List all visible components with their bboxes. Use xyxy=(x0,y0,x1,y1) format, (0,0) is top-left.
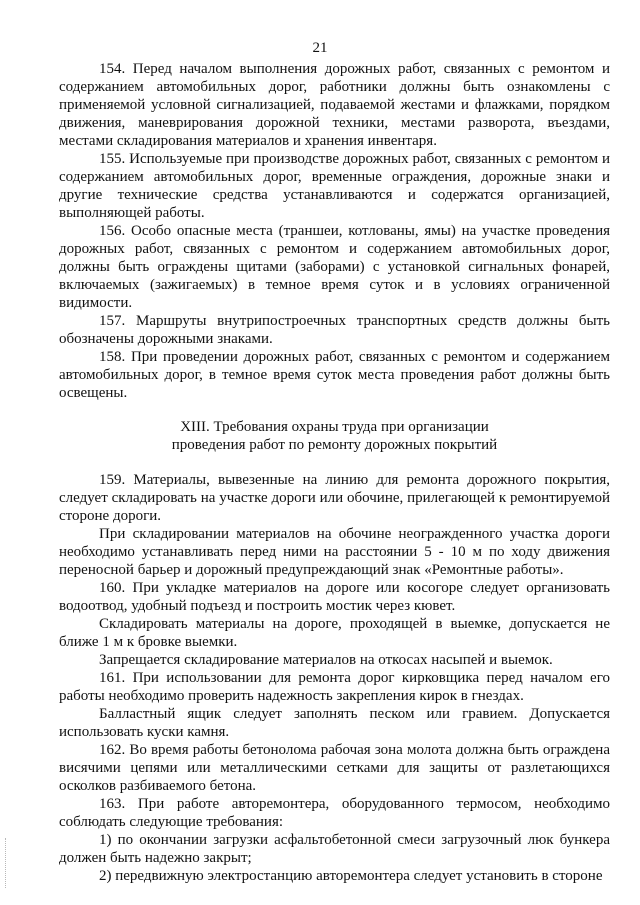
paragraph-155: 155. Используемые при производстве дорожных работ, связанных с ремонтом и содержанием автомобильных дорог, временные ограждения, дорожные знаки и другие технические средства устанавливаются и содержатся организацией, выполняющей работы. xyxy=(59,151,610,221)
paragraph-156: 156. Особо опасные места (траншеи, котлованы, ямы) на участке проведения дорожных работ, связанных с ремонтом и содержанием автомобильных дорог, должны быть ограждены щитами (заборами) с установкой сигнальных фонарей, включаемых (зажигаемых) в темное время суток и в условиях ограниченной видимости. xyxy=(59,223,610,311)
document-body xyxy=(59,60,610,885)
section-heading-line-1: XIII. Требования охраны труда при организации xyxy=(180,419,489,435)
paragraph-163-item-2: 2) передвижную электростанцию авторемонтера следует установить в стороне xyxy=(99,868,603,884)
scan-margin-mark xyxy=(5,838,7,888)
page-number: 21 xyxy=(312,40,328,56)
paragraph-158: 158. При проведении дорожных работ, связанных с ремонтом и содержанием автомобильных дорог, в темное время суток места проведения работ должны быть освещены. xyxy=(59,349,610,401)
paragraph-163-item-1: 1) по окончании загрузки асфальтобетонной смеси загрузочный люк бункера должен быть надежно закрыт; xyxy=(59,832,610,866)
paragraph-161-cont: Балластный ящик следует заполнять песком или гравием. Допускается использовать куски камня. xyxy=(59,706,610,740)
section-heading xyxy=(59,418,610,454)
paragraph-157: 157. Маршруты внутрипостроечных транспортных средств должны быть обозначены дорожными знаками. xyxy=(59,313,610,347)
section-heading-line-2: проведения работ по ремонту дорожных покрытий xyxy=(171,437,498,453)
paragraph-161: 161. При использовании для ремонта дорог кирковщика перед началом его работы необходимо проверить надежность закрепления кирок в гнездах. xyxy=(59,670,610,704)
paragraph-160-prohibition: Запрещается складирование материалов на откосах насыпей и выемок. xyxy=(99,652,553,668)
paragraph-160: 160. При укладке материалов на дороге или косогоре следует организовать водоотвод, удобный подъезд и построить мостик через кювет. xyxy=(59,580,610,614)
paragraph-160-cont: Складировать материалы на дороге, проходящей в выемке, допускается не ближе 1 м к бровке выемки. xyxy=(59,616,610,650)
paragraph-159: 159. Материалы, вывезенные на линию для ремонта дорожного покрытия, следует складировать на участке дороги или обочине, прилегающей к ремонтируемой стороне дороги. xyxy=(59,472,610,524)
paragraph-163: 163. При работе авторемонтера, оборудованного термосом, необходимо соблюдать следующие требования: xyxy=(59,796,610,830)
paragraph-154: 154. Перед началом выполнения дорожных работ, связанных с ремонтом и содержанием автомобильных дорог, работники должны быть ознакомлены с применяемой условной сигнализацией, подаваемой жестами и флажками, порядком движения, маневрирования дорожной техники, местами разворота, въездами, местами складирования материалов и хранения инвентаря. xyxy=(59,61,610,149)
paragraph-162: 162. Во время работы бетонолома рабочая зона молота должна быть ограждена висячими цепями или металлическими сетками для защиты от разлетающихся осколков разбиваемого бетона. xyxy=(59,742,610,794)
paragraph-159-cont: При складировании материалов на обочине неогражденного участка дороги необходимо устанавливать перед ними на расстоянии 5 - 10 м по ходу движения переносной барьер и дорожный предупреждающий знак «Ремонтные работы». xyxy=(59,526,610,578)
